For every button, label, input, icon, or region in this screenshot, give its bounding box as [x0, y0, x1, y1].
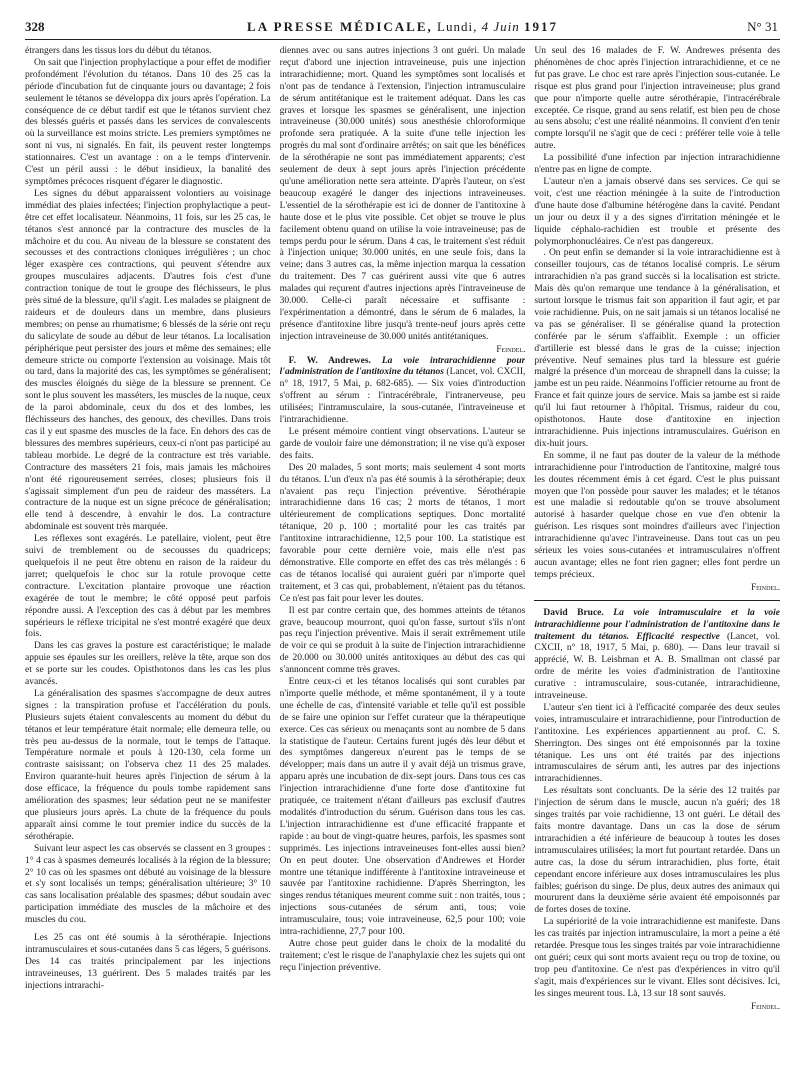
paragraph: Un seul des 16 malades de F. W. Andrewes présenta des phénomènes de choc après l'injection intrarachidienne, et ce ne fut pas grave. Le choc est rare après l'injection sous-cutanée. Le risque est plus grand pour l'injection intraveineuse; plus grand que pour n'importe quelle autre sérothérapie, l'intracérébrale exceptée. Ce risque, grand au sens relatif, est bien peu de chose au sens absolu; c'est une réalité néanmoins. Il convient d'en tenir compte lorsqu'il ne s'agit que de ceci : préférer telle voie à telle autre.: [534, 46, 781, 152]
paragraph: Suivant leur aspect les cas observés se classent en 3 groupes : 1° 4 cas à spasmes demeurés localisés à la région de la blessure; 2° 10 cas où les spasmes ont débuté au voisinage de la blessure et s'y sont localisés un temps; généralisation ultérieure; 3° 10 cas sans localisation préalable des spasmes; début soudain avec participation immédiate des muscles de la mâchoire et des muscles du cou.: [25, 843, 271, 926]
paragraph: Il est par contre certain que, des hommes atteints de tétanos grave, beaucoup mourront, quoi qu'on fasse, surtout s'ils n'ont pas reçu l'injection préventive. Mais il serait extrêmement utile de voir ce qui se produit à la suite de l'injection intrarachidienne de 20.000 ou 30.000 unités antitoxiques au début des cas qui s'annoncent comme très graves.: [279, 605, 526, 676]
page-header: [25, 18, 780, 36]
article-reference: (Lancet, vol. CXCII, n° 18, 1917, 5 Mai, p. 682-685).: [279, 367, 526, 390]
column-2: [280, 46, 526, 1013]
date: 4 Juin: [481, 19, 520, 34]
article-author: David Bruce.: [543, 607, 604, 618]
year: 1917: [523, 19, 558, 34]
paragraph: L'auteur s'en tient ici à l'efficacité comparée des deux seules voies, intramusculaire et intrarachidienne, pour l'introduction de l'antitoxine. Les expériences appartiennent au prof. C. S. Sherrington. Des singes ont été empoisonnés par la toxine tétanique. Les uns ont été traités par des injections intramusculaires de sérum anti, les autres par des injections intrarachidiennes.: [534, 702, 781, 785]
masthead: [25, 18, 780, 36]
paragraph: En somme, il ne faut pas douter de la valeur de la méthode intrarachidienne pour l'introduction de l'antitoxine, malgré tous les doutes récemment émis à cet égard. C'est le plus puissant moyen que l'on possède pour sauver les malades; et le tétanos est une maladie si redoutable qu'on se trouve absolument autorisé à hasarder quelque chose en vue d'en obtenir la guérison. Les risques sont moindres d'ailleurs avec l'injection intrarachidienne qu'avec l'intraveineuse. Dans tout cas un peu sérieux les voies sous-cutanées et intramusculaires n'offrent aucun avantage; elles ne font rien gagner; elles font perdre un temps précieux.: [534, 450, 781, 580]
article-separator: [534, 600, 780, 601]
paragraph: Autre chose peut guider dans le choix de la modalité du traitement; c'est le risque de l'anaphylaxie chez les sujets qui ont reçu l'injection préventive.: [279, 938, 526, 973]
paragraph: . On peut enfin se demander si la voie intrarachidienne est à conseiller toujours, cas de tétanos localisé compris. Le sérum intrarachidien n'a pas grand succès si la localisation est stricte. Mais dès qu'on remarque une tendance à la généralisation, et surtout lorsque le trismus fait son apparition il faut agir, et par voie rachidienne. Puis, on ne sait jamais si un tétanos localisé ne va pas se généraliser. Il se généralise quand la protection conférée par le sérum s'affaiblit. Exemple : un officier d'artillerie est blessé dans le gras de la cuisse; injection préventive. Neuf semaines plus tard la blessure est guérie malgré la présence d'un morceau de shrapnell dans la cuisse; la jambe est un peu raide. Néanmoins l'officier retourne au front de France et fait quinze jours de service. Mais sa jambe est si raide qu'il lui faut retourner à l'hôpital. Trismus, raideur du cou, opisthotonos. Haute dose d'antitoxine en injection intrarachidienne. Puis injections intramusculaires. Guérison en dix-huit jours.: [534, 248, 781, 449]
author-signature: Feindel.: [751, 1000, 781, 1011]
journal-name: LA PRESSE MÉDICALE,: [247, 19, 433, 34]
article-title: La voie intrarachidienne pour l'administration de l'antitoxine du tétanos: [279, 355, 526, 378]
paragraph: Dans les cas graves la posture est caractéristique; le malade appuie ses épaules sur les oreillers, relève la tête, arque son dos et se porte sur les coudes. Opisthotonos dans les cas les plus avancés.: [25, 641, 271, 688]
paragraph: Entre ceux-ci et les tétanos localisés qui sont curables par n'importe quelle méthode, et même spontanément, il y a toute une échelle de cas, d'intensité variable et telle qu'il est possible de se faire une opinion sur l'effet curateur que la thérapeutique exerce. Ces cas sérieux ou menaçants sont au nombre de 5 dans la statistique de l'auteur. Certains furent jugés dès leur début et des symptômes dangereux n'eurent pas le temps de se développer; mais dans un autre il y avait déjà un trismus grave, apparu après une incubation de dix-sept jours. Dans tous ces cas l'injection intrarachidienne d'une forte dose d'antitoxine fut pratiquée, ce traitement n'étant d'ailleurs pas exclusif d'autres modalités d'introduction du sérum. Guérison dans tous les cas. L'injection intrarachidienne est d'une efficacité frappante et rapide : au bout de vingt-quatre heures, parfois, les spasmes sont supprimés. Les injections intraveineuses font-elles aussi bien? On en peut douter. Une observation d'Andrewes et Horder montre une tétanique indifférente à l'antitoxine intraveineuse et sauvée par l'antitoxine rachidienne. D'après Sherrington, les singes rendus tétaniques meurent comme suit : non traités, tous ; injections sous-cutanées de sérum anti, tous; voie intramusculaire, tous; voie intraveineuse, 62,5 pour 100; voie intra-rachidienne, 27,7 pour 100.: [279, 677, 526, 938]
article-lead: — Six voies d'introduction s'offrent au sérum : l'intracérébrale, l'intranerveuse, peu utilisées; l'intramusculaire, la sous-cutanée, l'intraveineuse et l'intrarachidienne.: [279, 379, 526, 426]
paragraph: diennes avec ou sans autres injections 3 ont guéri. Un malade reçut d'abord une injection intraveineuse, puis une injection intrarachidienne; mort. Quand les symptômes sont localisés et n'ont pas de tendance à l'extension, l'injection intramusculaire de sérum antitétanique est le traitement adéquat. Dans les cas graves et lorsque les spasmes se généralisent, une injection intraveineuse (30.000 unités) sous anesthésie chloroformique profonde sera pratiquée. A la suite d'une telle injection les progrès du mal sont d'ordinaire arrêtés; on sait que les bénéfices de la sérothérapie ne sont pas immédiatement apparents; c'est seulement de deux à sept jours après l'injection précédente qu'une amélioration nette sera atteinte. D'après l'auteur, on s'est beaucoup exagéré le danger des injections intraveineuses. L'essentiel de la sérothérapie est ici de donner de l'antitoxine à haute dose et le plus vite possible. Cet objet se trouve le plus facilement obtenu quand on utilise la voie intraveineuse; pas de temps perdu pour le sérum. Dans 4 cas, le traitement s'est réduit à l'injection unique; 30.000 unités, en une seule fois, dans la veine; dans 3 autres cas, la même injection marqua la cessation du traitement. Des 7 cas guérirent aussi vite que 6 autres malades qui reçurent d'autres injections après l'intraveineuse de 30.000. Celle-ci paraît nécessaire et suffisante : l'expérimentation a démontré, dans le sérum de 6 malades, la présence d'antitoxine libre jusqu'à trente-neuf jours après cette injection intraveineuse de 30.000 unités antitétaniques.: [279, 46, 526, 342]
paragraph: La supériorité de la voie intrarachidienne est manifeste. Dans les cas traités par injection intramusculaire, la mort a peine a été retardée. Presque tous les singes traités par voie intrarachidienne ont guéri; ceux qui sont morts avaient reçu ou trop de toxine, ou trop peu d'antitoxine. Ce n'est pas d'expériences in vitro qu'il s'agit, mais d'expériences sur le vivant. Elles sont décisives. Ici, les singes meurent tous. Là, 13 sur 18 sont sauvés.: [534, 917, 781, 999]
article-author: F. W. Andrewes.: [288, 355, 371, 366]
paragraph: Le présent mémoire contient vingt observations. L'auteur se garde de vouloir faire une démonstration; il ne vise qu'à exposer des faits.: [279, 427, 526, 461]
paragraph: Les signes du début apparaissent volontiers au voisinage immédiat des plaies infectées; l'injection prophylactique a peut-être cet effet localisateur. Néanmoins, 11 fois, sur les 25 cas, le tétanos s'est annoncé par la contracture des muscles de la mâchoire et du cou. Au niveau de la blessure se constatent des secousses et des contractions cloniques irrégulières ; un choc léger exaspère ces contractions, qui peuvent s'étendre aux groupes musculaires adjacents. D'autres fois c'est d'une contraction tonique de tout le groupe des fléchisseurs, le plus près situé de la blessure, qu'il s'agit. Les malades se plaignent de raideurs et de douleurs dans un membre, dans plusieurs membres; on pense au rhumatisme; 6 blessés de la série ont reçu du salicylate de soude au début de leur tétanos. La localisation périphérique peut persister des jours et même des semaines; elle demeure stricte ou comporte l'extension au voisinage. Mais tôt ou tard, dans la majorité des cas, les symptômes se généralisent; des muscles éloignés du siège de la blessure se prennent. Ce sont le plus souvent les masséters, les muscles de la nuque, ceux de la paroi abdominale, ceux du dos et des lombes, les fléchisseurs des hanches, des genoux, des chevilles. Dans trois cas il y eut spasme des muscles de la face. En dehors des cas de blessures des membres supérieurs, ceux-ci n'ont pas participé au tableau morbide. Le degré de la contracture est très variable. Contracture des masséters 21 fois, mais jamais les mâchoires n'ont été rigoureusement serrées, closes; plusieurs fois il s'agissait simplement d'un peu de raideur des masséters. La contracture de la nuque est un signe précoce de généralisation; elle tend à descendre, à envahir le dos. La contracture abdominale est souvent très marquée.: [25, 188, 271, 533]
column-1: [25, 46, 271, 1013]
paragraph: Les résultats sont concluants. De la série des 12 traités par l'injection de sérum dans le muscle, aucun n'a guéri; des 18 singes traités par voie rachidienne, 13 ont guéri. Le détail des faits montre davantage. Dans un cas la dose de sérum intrarachidien a été inférieure de beaucoup à toutes les doses intramusculaires utilisées; la mort fut pourtant retardée. Dans un autre cas, la dose du sérum intrarachidien, plus forte, était cependant encore inférieure aux doses intramusculaires les plus faibles; guérison du singe. De plus, deux autres des animaux qui moururent dans la deuxième série avaient été empoisonnés par de fortes doses de toxine.: [534, 786, 781, 916]
date-prefix: Lundi,: [437, 19, 478, 34]
paragraph: La généralisation des spasmes s'accompagne de deux autres signes : la transpiration profuse et l'accélération du pouls. Plusieurs sujets étaient convalescents au moment du début du tétanos et leur température était normale; elle demeura telle, ou très peu au-dessus de la normale, tout le temps de l'attaque. Température normale et pouls à 120-130, cela forme un contraste saisissant; on l'observa chez 11 des 25 malades. Environ quarante-huit heures après l'injection de sérum à la dose efficace, la fréquence du pouls tombe rapidement sans amélioration des spasmes; leur sédation peut ne se manifester que plusieurs jours après. La chute de la fréquence du pouls apparaît ainsi comme le tout premier indice du succès de la sérothérapie.: [25, 688, 271, 842]
header-rule: [25, 39, 780, 40]
article-heading: [280, 356, 526, 427]
paragraph: La possibilité d'une infection par injection intrarachidienne n'entre pas en ligne de compte.: [534, 153, 781, 176]
article-reference: (Lancet, vol. CXCII, n° 18, 1917, 5 Mai, p. 680).: [534, 631, 781, 654]
paragraph: Les 25 cas ont été soumis à la sérothérapie. Injections intramusculaires et sous-cutanées dans 5 cas légers, 5 guérisons. Des 14 cas traités principalement par les injections intraveineuses, 13 guérirent. Des 5 malades traités par les injections intrarachi-: [25, 933, 271, 991]
paragraph: L'auteur n'en a jamais observé dans ses services. Ce qui se voit, c'est une réaction méningée à la suite de l'introduction d'une haute dose d'albumine hétérogène dans la cavité. Pendant un jour ou deux il y a des signes d'irritation méningée et le liquide céphalo-rachidien est trouble et présente des polymorphonucléaires. Ce n'est pas dangereux.: [534, 176, 781, 247]
article-lead: — Dans leur travail si apprécié, W. B. Leishman et A. B. Smallman ont classé par ordre de mérite les voies d'administration de l'antitoxine curative : intramusculaire, sous-cutanée, intrarachidienne, intraveineuse.: [534, 643, 781, 702]
issue-number: N° 31: [747, 19, 778, 34]
columns: [25, 46, 780, 1013]
author-signature: Feindel.: [751, 581, 781, 592]
article-heading: [534, 608, 780, 703]
paragraph: On sait que l'injection prophylactique a pour effet de modifier profondément l'évolution du tétanos. Dans 10 des 25 cas la période d'incubation fut de cinquante jours ou davantage; 2 fois seulement le tétanos se développa dix jours après l'opération. La conséquence de ce début tardif est que le tétanos survient chez des blessés guéris et passés dans les services de convalescents où la surveillance est moins stricte. Les premiers symptômes ne sont ni vus, ni signalés. En fait, ils peuvent rester longtemps stationnaires. C'est un avantage : on a le temps d'intervenir. C'est un péril aussi : le début insidieux, la banalité des symptômes précoces risquent d'égarer le diagnostic.: [25, 57, 271, 187]
page-number: 328: [25, 19, 45, 34]
column-3: [534, 46, 780, 1013]
author-signature: Feindel.: [496, 343, 526, 354]
paragraph: Les réflexes sont exagérés. Le patellaire, violent, peut être suivi de tremblement ou de secousses du quadriceps; quelquefois il ne peut être obtenu en raison de la raideur du jarret; quelquefois le choc sur la rotule provoque cette contracture. L'excitation plantaire provoque une réaction exagérée de tout le membre; le côté opposé peut parfois répondre aussi. A l'exception des cas à début par les membres supérieurs le réflexe tricipital ne s'est montré exagéré que deux fois.: [25, 534, 271, 640]
paragraph: étrangers dans les tissus lors du début du tétanos.: [25, 46, 212, 56]
article-title: La voie intramusculaire et la voie intrarachidienne pour l'administration de l'antitoxine dans le traitement du tétanos. Efficacité respective: [534, 607, 781, 642]
paragraph: Des 20 malades, 5 sont morts; mais seulement 4 sont morts du tétanos. L'un d'eux n'a pas été soumis à la sérothérapie; deux n'avaient pas reçu l'injection préventive. Sérothérapie intrarachidienne dans 16 cas; 2 morts de tétanos, 1 mort ultérieurement de complications septiques. Donc mortalité tétanique, 20 p. 100 ; mortalité pour les cas traités par l'antitoxine intrarachidienne, 12,5 pour 100. La statistique est favorable pour cette dernière voie, mais elle n'est pas démonstrative. Elle comporte en effet des cas très mélangés : 6 cas de tétanos localisé qui auraient guéri par n'importe quel traitement, et 3 cas qui, probablement, n'étaient pas du tétanos. Ce n'est pas fait pour lever les doutes.: [279, 462, 526, 604]
